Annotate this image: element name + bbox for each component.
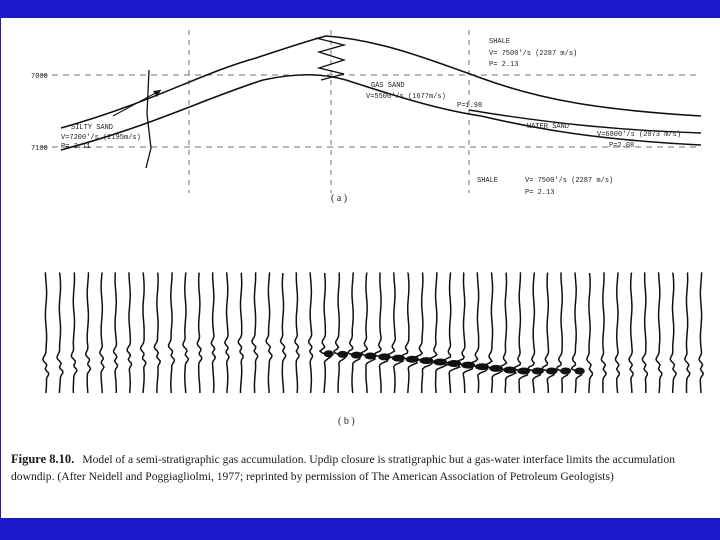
seismic-trace [197, 273, 201, 393]
seismic-trace [528, 273, 541, 393]
seismic-trace [514, 273, 528, 393]
seismic-trace [587, 273, 593, 393]
seismic-trace [334, 273, 346, 393]
seismic-trace [400, 273, 417, 393]
depth-label-7000: 7000 [31, 73, 48, 81]
geologic-model [31, 30, 701, 204]
seismic-trace [252, 273, 258, 393]
seismic-trace [615, 273, 619, 393]
figure-scan [1, 18, 720, 518]
seismic-trace [361, 273, 375, 393]
synthetic-seismogram [43, 273, 703, 393]
seismic-trace [656, 273, 662, 393]
label-p-silty: P= 2.11 [61, 143, 91, 151]
seismic-trace [348, 273, 360, 393]
seismic-trace [211, 273, 215, 393]
seismic-trace [141, 273, 146, 393]
seismic-trace [238, 273, 243, 393]
label-p-top: P= 2.13 [489, 61, 519, 69]
seismic-trace [320, 273, 331, 393]
bright-spot-peak [337, 351, 348, 358]
seismic-trace [601, 273, 606, 393]
label-v-silty: V=7200'/s (2195m/s) [61, 134, 141, 142]
bright-spot-peak [324, 350, 334, 357]
panel-b-label: ( b ) [338, 416, 355, 427]
seismic-trace [154, 273, 160, 393]
seismic-trace [225, 273, 229, 393]
figure-caption [11, 451, 713, 485]
seismic-trace [309, 273, 313, 393]
seismic-trace [295, 273, 299, 393]
seismic-trace [183, 273, 189, 393]
seismic-trace [127, 273, 131, 393]
seismic-trace [442, 273, 459, 393]
seismic-trace [415, 273, 432, 393]
bright-spot-peak [574, 368, 584, 375]
seismic-trace [57, 273, 63, 393]
seismic-trace [281, 273, 286, 393]
label-shale-bottom: SHALE [477, 177, 499, 185]
facies-boundary [146, 70, 151, 168]
label-silty-sand: SILTY SAND [71, 124, 114, 132]
seismic-trace [685, 273, 690, 393]
seismic-trace [387, 273, 403, 393]
seismic-trace [556, 273, 568, 393]
label-p-gas: P=1.98 [457, 102, 483, 110]
label-v-top: V= 7500'/s (2287 m/s) [489, 50, 578, 58]
label-gas-sand: GAS SAND [371, 82, 405, 90]
seismic-trace [71, 273, 76, 393]
label-v-bottom: V= 7500'/s (2287 m/s) [525, 177, 614, 185]
seismic-trace [499, 273, 515, 393]
label-v-gas: V=5500'/s (1677m/s) [366, 93, 446, 101]
seismic-trace [374, 273, 388, 393]
seismic-trace [86, 273, 91, 393]
seismic-trace [642, 273, 647, 393]
seismic-trace [471, 273, 488, 393]
label-v-water: V=6800'/s (2073 m/s) [597, 131, 682, 139]
caption-text: Model of a semi-stratigraphic gas accumulation. Updip closure is stratigraphic but a gas-water interface limits the accumulation downdip. (After Neidell and Poggiagliolmi, 1977; reprinted by permission of The American Association of Petroleum Geologists) [11, 453, 676, 483]
silty-sand-arrow [113, 90, 161, 116]
pinchout-zigzag [316, 38, 344, 80]
seismic-trace [571, 273, 581, 393]
seismic-trace [670, 273, 676, 393]
panel-a-label: ( a ) [331, 193, 348, 204]
seismic-trace [114, 273, 118, 393]
bright-spot-peak [560, 368, 571, 375]
seismic-trace [429, 273, 447, 393]
seismic-trace [542, 273, 555, 393]
seismic-trace [629, 273, 633, 393]
figure-number: Figure 8.10. [11, 452, 75, 466]
figure-drawing [1, 18, 720, 518]
seismic-trace [100, 273, 104, 393]
seismic-trace [43, 273, 49, 393]
seismic-trace [456, 273, 473, 393]
seismic-trace [169, 273, 175, 393]
label-p-water: P=2.08 [609, 142, 635, 150]
label-shale-top: SHALE [489, 38, 511, 46]
seismic-trace [485, 273, 502, 393]
depth-label-7100: 7100 [31, 145, 48, 153]
seismic-trace [266, 273, 272, 393]
label-water-sand: WATER SAND [527, 123, 570, 131]
seismic-trace [699, 273, 703, 393]
label-p-bottom: P= 2.13 [525, 189, 555, 197]
